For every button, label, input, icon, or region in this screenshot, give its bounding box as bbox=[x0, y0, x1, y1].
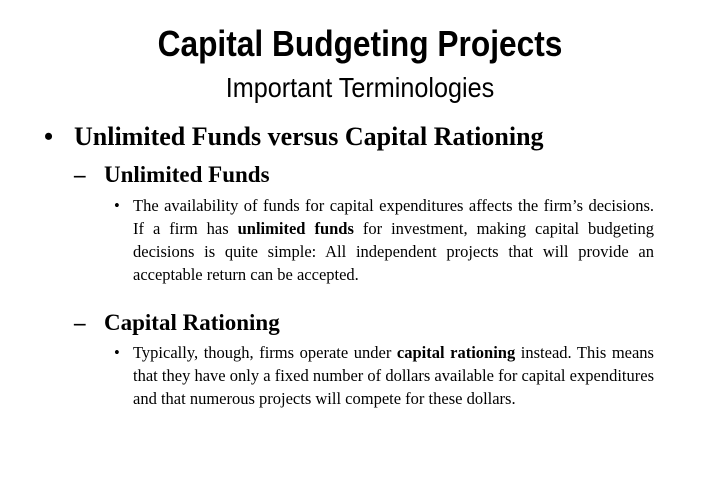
dash-icon: – bbox=[74, 162, 86, 187]
section-heading-text: Capital Rationing bbox=[104, 310, 280, 335]
paragraph-text-after: instead. This means that they have only a fixed number of dollars available for capital expenditures and that numerous projects will compete for these dollars. bbox=[133, 343, 654, 408]
section-body-unlimited-funds bbox=[114, 194, 654, 286]
section-body-capital-rationing bbox=[114, 341, 654, 410]
paragraph-text-before: Typically, though, firms operate under bbox=[133, 343, 397, 362]
section-heading-capital-rationing bbox=[74, 308, 280, 338]
slide-subtitle: Important Terminologies bbox=[225, 72, 495, 103]
paragraph-text-before: The availability of funds for capital expenditures affects the firm’s decisions. If a firm has bbox=[133, 196, 654, 238]
slide-title: Capital Budgeting Projects bbox=[157, 23, 563, 64]
section-heading-text: Unlimited Funds bbox=[104, 162, 270, 187]
paragraph bbox=[133, 194, 654, 286]
main-bullet-text: Unlimited Funds versus Capital Rationing bbox=[74, 122, 544, 151]
bullet-icon: • bbox=[114, 343, 120, 362]
paragraph-text-after: for investment, making capital budgeting decisions is quite simple: All independent projects that will provide an acceptable return can be accepted. bbox=[133, 219, 654, 284]
section-heading-unlimited-funds bbox=[74, 160, 270, 190]
bullet-icon: • bbox=[114, 196, 120, 215]
bullet-icon: • bbox=[44, 122, 54, 151]
bold-term: unlimited funds bbox=[237, 219, 354, 238]
dash-icon: – bbox=[74, 310, 86, 335]
paragraph bbox=[133, 341, 654, 410]
bold-term: capital rationing bbox=[396, 343, 516, 362]
main-bullet bbox=[44, 120, 544, 154]
